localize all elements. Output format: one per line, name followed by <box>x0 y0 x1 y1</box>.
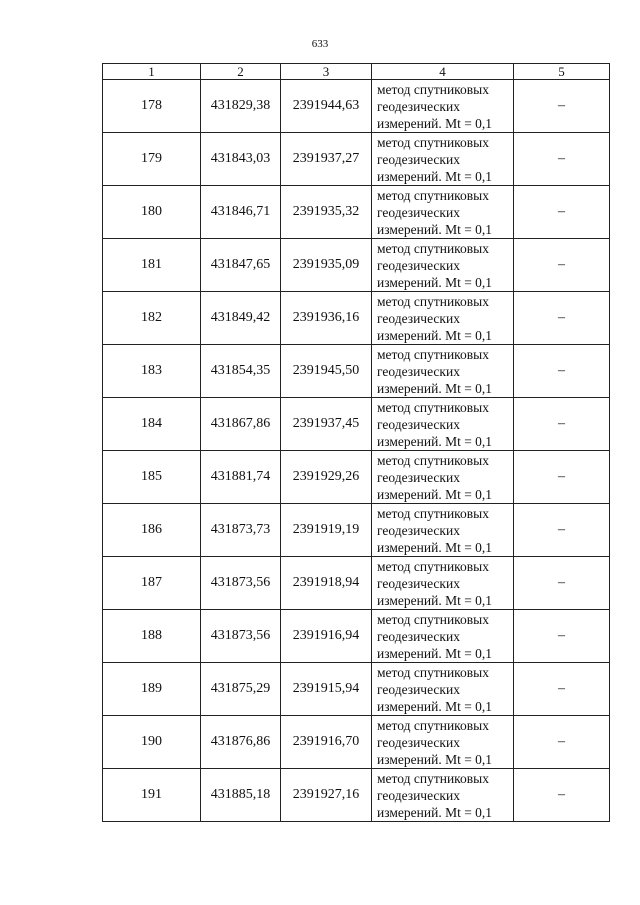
x-coordinate-cell: 431854,35 <box>201 345 281 398</box>
method-cell <box>372 769 514 822</box>
method-cell <box>372 345 514 398</box>
table-row <box>103 80 610 133</box>
x-coordinate-cell: 431875,29 <box>201 663 281 716</box>
x-coordinate-cell: 431843,03 <box>201 133 281 186</box>
method-cell <box>372 80 514 133</box>
column-header-1: 1 <box>103 64 201 80</box>
method-cell <box>372 451 514 504</box>
method-text-line: измерений. Mt = 0,1 <box>377 645 493 661</box>
header-row <box>103 64 610 80</box>
table-row <box>103 610 610 663</box>
note-cell: – <box>514 186 610 239</box>
y-coordinate-cell: 2391919,19 <box>281 504 372 557</box>
method-text-line: метод спутниковых <box>377 770 489 786</box>
x-coordinate-cell: 431873,73 <box>201 504 281 557</box>
table-row <box>103 345 610 398</box>
method-text-line: метод спутниковых <box>377 717 489 733</box>
note-cell: – <box>514 716 610 769</box>
method-text-line: метод спутниковых <box>377 664 489 680</box>
method-text-line: геодезических <box>377 628 460 644</box>
y-coordinate-cell: 2391927,16 <box>281 769 372 822</box>
column-header-4: 4 <box>372 64 514 80</box>
method-cell <box>372 186 514 239</box>
y-coordinate-cell: 2391918,94 <box>281 557 372 610</box>
method-text-line: геодезических <box>377 204 460 220</box>
method-cell <box>372 716 514 769</box>
method-text-line: геодезических <box>377 416 460 432</box>
method-text-line: измерений. Mt = 0,1 <box>377 327 493 343</box>
x-coordinate-cell: 431885,18 <box>201 769 281 822</box>
x-coordinate-cell: 431876,86 <box>201 716 281 769</box>
method-text-line: геодезических <box>377 310 460 326</box>
method-text-line: геодезических <box>377 151 460 167</box>
point-number-cell: 187 <box>103 557 201 610</box>
column-header-3: 3 <box>281 64 372 80</box>
method-text-line: метод спутниковых <box>377 134 489 150</box>
method-text-line: метод спутниковых <box>377 452 489 468</box>
note-cell: – <box>514 451 610 504</box>
method-text-line: геодезических <box>377 98 460 114</box>
point-number-cell: 185 <box>103 451 201 504</box>
x-coordinate-cell: 431849,42 <box>201 292 281 345</box>
x-coordinate-cell: 431829,38 <box>201 80 281 133</box>
y-coordinate-cell: 2391935,32 <box>281 186 372 239</box>
table-row <box>103 716 610 769</box>
page-number: 633 <box>311 38 329 50</box>
table-row <box>103 186 610 239</box>
method-text-line: измерений. Mt = 0,1 <box>377 486 493 502</box>
method-text-line: геодезических <box>377 257 460 273</box>
note-cell: – <box>514 133 610 186</box>
table-row <box>103 239 610 292</box>
note-cell: – <box>514 80 610 133</box>
method-text-line: геодезических <box>377 681 460 697</box>
point-number-cell: 183 <box>103 345 201 398</box>
x-coordinate-cell: 431846,71 <box>201 186 281 239</box>
method-cell <box>372 663 514 716</box>
point-number-cell: 178 <box>103 80 201 133</box>
method-text-line: метод спутниковых <box>377 558 489 574</box>
method-cell <box>372 239 514 292</box>
y-coordinate-cell: 2391944,63 <box>281 80 372 133</box>
method-text-line: измерений. Mt = 0,1 <box>377 380 493 396</box>
note-cell: – <box>514 557 610 610</box>
point-number-cell: 181 <box>103 239 201 292</box>
x-coordinate-cell: 431881,74 <box>201 451 281 504</box>
point-number-cell: 190 <box>103 716 201 769</box>
method-cell <box>372 292 514 345</box>
method-text-line: измерений. Mt = 0,1 <box>377 168 493 184</box>
method-text-line: геодезических <box>377 363 460 379</box>
x-coordinate-cell: 431873,56 <box>201 610 281 663</box>
method-text-line: геодезических <box>377 734 460 750</box>
y-coordinate-cell: 2391916,70 <box>281 716 372 769</box>
point-number-cell: 186 <box>103 504 201 557</box>
note-cell: – <box>514 292 610 345</box>
x-coordinate-cell: 431847,65 <box>201 239 281 292</box>
method-text-line: метод спутниковых <box>377 81 489 97</box>
method-text-line: измерений. Mt = 0,1 <box>377 804 493 820</box>
column-header-2: 2 <box>201 64 281 80</box>
table-row <box>103 769 610 822</box>
table-row <box>103 663 610 716</box>
table-row <box>103 451 610 504</box>
method-text-line: измерений. Mt = 0,1 <box>377 698 493 714</box>
x-coordinate-cell: 431867,86 <box>201 398 281 451</box>
table-body <box>103 80 610 822</box>
point-number-cell: 191 <box>103 769 201 822</box>
y-coordinate-cell: 2391935,09 <box>281 239 372 292</box>
method-text-line: геодезических <box>377 469 460 485</box>
method-cell <box>372 504 514 557</box>
y-coordinate-cell: 2391915,94 <box>281 663 372 716</box>
point-number-cell: 180 <box>103 186 201 239</box>
method-text-line: метод спутниковых <box>377 187 489 203</box>
table-header <box>103 64 610 80</box>
method-text-line: измерений. Mt = 0,1 <box>377 115 493 131</box>
y-coordinate-cell: 2391945,50 <box>281 345 372 398</box>
method-cell <box>372 610 514 663</box>
note-cell: – <box>514 345 610 398</box>
point-number-cell: 184 <box>103 398 201 451</box>
note-cell: – <box>514 504 610 557</box>
note-cell: – <box>514 610 610 663</box>
method-text-line: метод спутниковых <box>377 505 489 521</box>
method-text-line: измерений. Mt = 0,1 <box>377 539 493 555</box>
column-header-5: 5 <box>514 64 610 80</box>
method-cell <box>372 557 514 610</box>
x-coordinate-cell: 431873,56 <box>201 557 281 610</box>
table-row <box>103 292 610 345</box>
y-coordinate-cell: 2391916,94 <box>281 610 372 663</box>
point-number-cell: 182 <box>103 292 201 345</box>
coordinates-table <box>102 63 610 822</box>
method-text-line: метод спутниковых <box>377 346 489 362</box>
note-cell: – <box>514 239 610 292</box>
method-cell <box>372 133 514 186</box>
method-text-line: метод спутниковых <box>377 293 489 309</box>
method-text-line: геодезических <box>377 522 460 538</box>
point-number-cell: 188 <box>103 610 201 663</box>
y-coordinate-cell: 2391937,45 <box>281 398 372 451</box>
point-number-cell: 189 <box>103 663 201 716</box>
table-row <box>103 398 610 451</box>
y-coordinate-cell: 2391929,26 <box>281 451 372 504</box>
table-row <box>103 557 610 610</box>
method-text-line: метод спутниковых <box>377 399 489 415</box>
point-number-cell: 179 <box>103 133 201 186</box>
table-row <box>103 133 610 186</box>
y-coordinate-cell: 2391937,27 <box>281 133 372 186</box>
method-text-line: измерений. Mt = 0,1 <box>377 274 493 290</box>
method-text-line: измерений. Mt = 0,1 <box>377 433 493 449</box>
method-text-line: измерений. Mt = 0,1 <box>377 592 493 608</box>
method-text-line: метод спутниковых <box>377 240 489 256</box>
method-text-line: геодезических <box>377 575 460 591</box>
note-cell: – <box>514 769 610 822</box>
method-cell <box>372 398 514 451</box>
y-coordinate-cell: 2391936,16 <box>281 292 372 345</box>
method-text-line: метод спутниковых <box>377 611 489 627</box>
note-cell: – <box>514 663 610 716</box>
method-text-line: измерений. Mt = 0,1 <box>377 221 493 237</box>
method-text-line: измерений. Mt = 0,1 <box>377 751 493 767</box>
table-row <box>103 504 610 557</box>
note-cell: – <box>514 398 610 451</box>
method-text-line: геодезических <box>377 787 460 803</box>
